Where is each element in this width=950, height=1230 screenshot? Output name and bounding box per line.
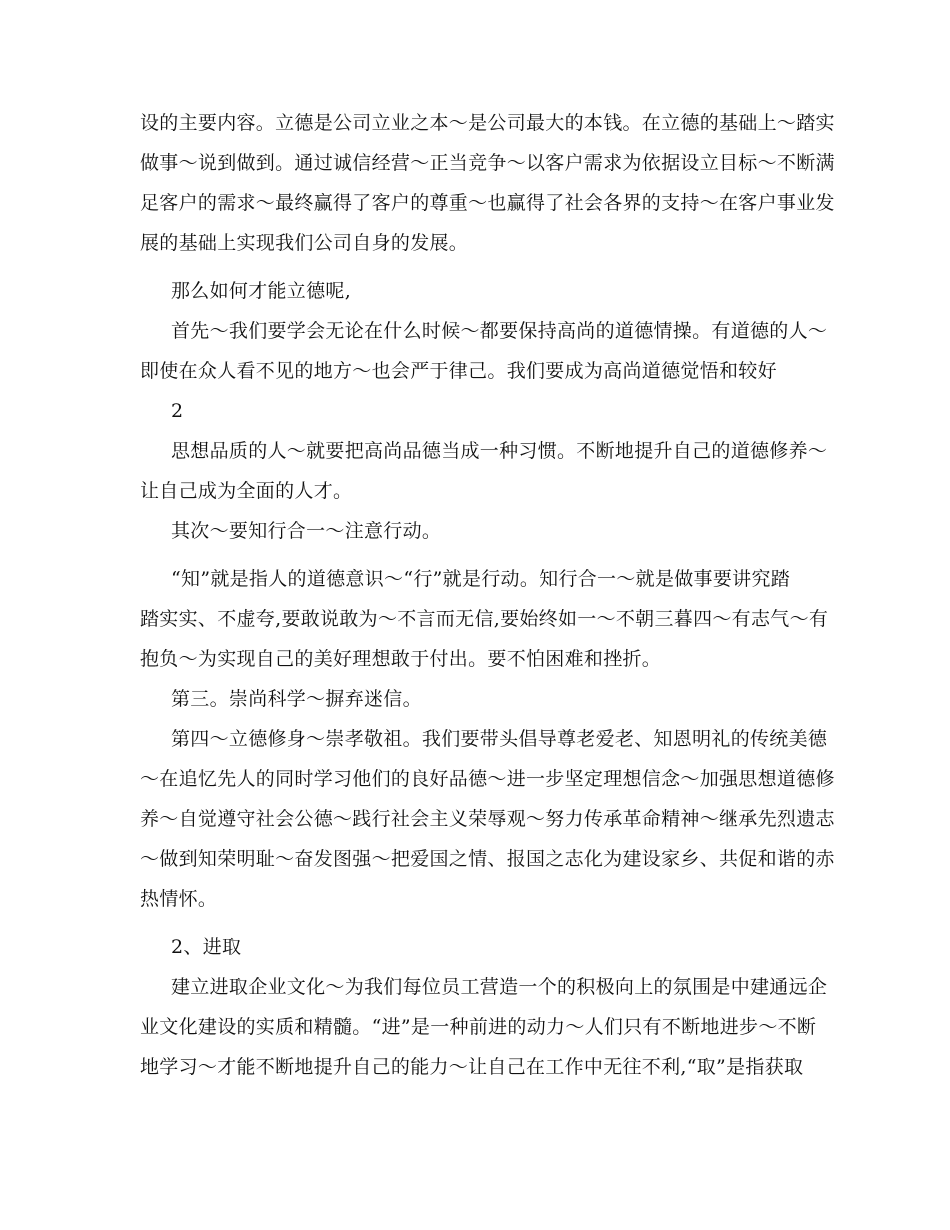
text-line: 踏实实、不虚夸,要敢说敢为～不言而无信,要始终如一～不朝三暮四～有志气～有 [140, 608, 829, 630]
text-line: “知”就是指人的道德意识～“行”就是行动。知行合一～就是做事要讲究踏 [171, 568, 791, 590]
text-line: 养～自觉遵守社会公德～践行社会主义荣辱观～努力传承革命精神～继承先烈遗志 [140, 808, 835, 830]
text-line: 那么如何才能立德呢, [171, 280, 352, 302]
section-heading: 2、进取 [171, 936, 242, 958]
page-number: 2 [171, 400, 184, 422]
text-line: 首先～我们要学会无论在什么时候～都要保持高尚的道德情操。有道德的人～ [171, 320, 828, 342]
text-line: 展的基础上实现我们公司自身的发展。 [140, 232, 469, 254]
text-line: ～做到知荣明耻～奋发图强～把爱国之情、报国之志化为建设家乡、共促和谐的赤 [140, 848, 835, 870]
text-line: 其次～要知行合一～注意行动。 [171, 520, 442, 542]
text-line: 抱负～为实现自己的美好理想敢于付出。要不怕困难和挫折。 [140, 648, 662, 670]
text-line: 第四～立德修身～崇孝敬祖。我们要带头倡导尊老爱老、知恩明礼的传统美德 [171, 728, 828, 750]
text-line: ～在追忆先人的同时学习他们的良好品德～进一步坚定理想信念～加强思想道德修 [140, 768, 835, 790]
text-line: 热情怀。 [140, 888, 218, 910]
text-line: 做事～说到做到。通过诚信经营～正当竞争～以客户需求为依据设立目标～不断满 [140, 152, 835, 174]
text-line: 第三。崇尚科学～摒弃迷信。 [171, 688, 422, 710]
text-line: 业文化建设的实质和精髓。“进”是一种前进的动力～人们只有不断地进步～不断 [140, 1016, 817, 1038]
text-line: 思想品质的人～就要把高尚品德当成一种习惯。不断地提升自己的道德修养～ [171, 440, 828, 462]
text-line: 足客户的需求～最终赢得了客户的尊重～也赢得了社会各界的支持～在客户事业发 [140, 192, 835, 214]
text-line: 地学习～才能不断地提升自己的能力～让自己在工作中无往不利,“取”是指获取 [140, 1056, 804, 1078]
text-line: 让自己成为全面的人才。 [140, 480, 353, 502]
text-line: 建立进取企业文化～为我们每位员工营造一个的积极向上的氛围是中建通远企 [171, 976, 828, 998]
text-line: 即使在众人看不见的地方～也会严于律己。我们要成为高尚道德觉悟和较好 [140, 360, 777, 382]
text-line: 设的主要内容。立德是公司立业之本～是公司最大的本钱。在立德的基础上～踏实 [140, 112, 835, 134]
